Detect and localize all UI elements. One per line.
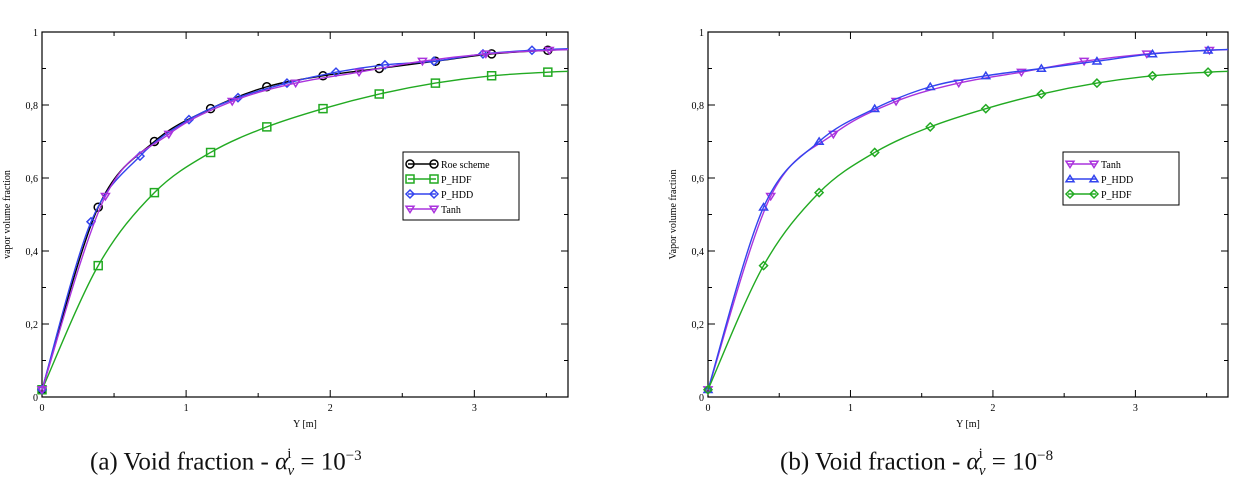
caption-b xyxy=(780,448,1053,480)
chart-b-y-axis-label: Vapor volume fraction xyxy=(668,169,679,260)
caption-b-equals: = 10 xyxy=(985,448,1038,476)
caption-a-prefix: (a) Void fraction - xyxy=(90,448,276,476)
chart-b-y-tick-label: 0,8 xyxy=(691,101,704,112)
chart-a-y-tick-label: 0,2 xyxy=(25,320,38,331)
chart-panel-a xyxy=(0,0,600,491)
chart-b-x-tick-label: 3 xyxy=(1132,403,1138,414)
chart-a-legend xyxy=(403,152,519,220)
chart-a-y-tick-label: 0,4 xyxy=(25,247,38,258)
caption-b-sup: i xyxy=(978,446,983,462)
chart-b-x-tick-label: 1 xyxy=(847,403,853,414)
chart-a-x-axis-label: Y [m] xyxy=(293,419,317,430)
chart-a-x-tick-label: 3 xyxy=(471,403,477,414)
chart-a-x-tick-label: 2 xyxy=(327,403,333,414)
caption-a-equals: = 10 xyxy=(294,448,346,476)
chart-a-y-tick-label: 0,8 xyxy=(25,101,38,112)
chart-b-y-tick-label: 0,6 xyxy=(691,174,704,185)
chart-b-y-tick-label: 0,4 xyxy=(691,247,704,258)
chart-b-plot-frame xyxy=(708,32,1228,397)
chart-a-y-axis-label: vapor volume fraction xyxy=(2,170,13,259)
chart-panel-b xyxy=(640,0,1234,491)
chart-a-y-tick-label: 0,6 xyxy=(25,174,38,185)
chart-b-svg xyxy=(640,0,1234,440)
chart-a-series-line-p-hdf xyxy=(42,71,568,389)
chart-b-legend xyxy=(1063,152,1179,205)
chart-b-legend-label-tanh: Tanh xyxy=(1101,160,1121,171)
chart-b-series-line-p-hdf xyxy=(708,71,1228,389)
chart-b-y-tick-label: 0,2 xyxy=(691,320,704,331)
chart-a-y-tick-label: 1 xyxy=(33,28,38,39)
caption-a-sup: i xyxy=(287,446,292,462)
chart-a-legend-label-p-hdd: P_HDD xyxy=(441,190,474,201)
chart-a-legend-label-p-hdf: P_HDF xyxy=(441,175,472,186)
chart-a-svg xyxy=(0,0,600,440)
chart-b-x-axis-label: Y [m] xyxy=(956,419,980,430)
chart-b-x-tick-label: 2 xyxy=(990,403,996,414)
chart-b-series-line-p-hdd xyxy=(708,49,1228,389)
chart-b-y-tick-label: 0 xyxy=(699,393,704,404)
caption-a xyxy=(90,448,362,480)
chart-b-plot-area xyxy=(704,47,1228,394)
chart-a-y-tick-label: 0 xyxy=(33,393,38,404)
chart-b-legend-label-p-hdd: P_HDD xyxy=(1101,175,1134,186)
caption-a-exp: −3 xyxy=(345,448,362,464)
chart-b-x-tick-label: 0 xyxy=(705,403,711,414)
chart-a-x-tick-label: 0 xyxy=(39,403,45,414)
chart-a-legend-label-tanh: Tanh xyxy=(441,205,461,216)
caption-b-symbol: α xyxy=(966,448,980,476)
chart-b-y-tick-label: 1 xyxy=(699,28,704,39)
caption-a-symbol: α xyxy=(275,448,289,476)
caption-b-sub: v xyxy=(978,463,986,480)
caption-a-sub: v xyxy=(287,463,295,480)
caption-b-prefix: (b) Void fraction - xyxy=(780,448,967,476)
chart-a-x-tick-label: 1 xyxy=(183,403,189,414)
caption-b-exp: −8 xyxy=(1037,448,1054,464)
chart-b-series-line-tanh xyxy=(708,50,1228,390)
chart-b-legend-label-p-hdf: P_HDF xyxy=(1101,190,1132,201)
chart-a-legend-label-roe-scheme: Roe scheme xyxy=(441,160,490,171)
